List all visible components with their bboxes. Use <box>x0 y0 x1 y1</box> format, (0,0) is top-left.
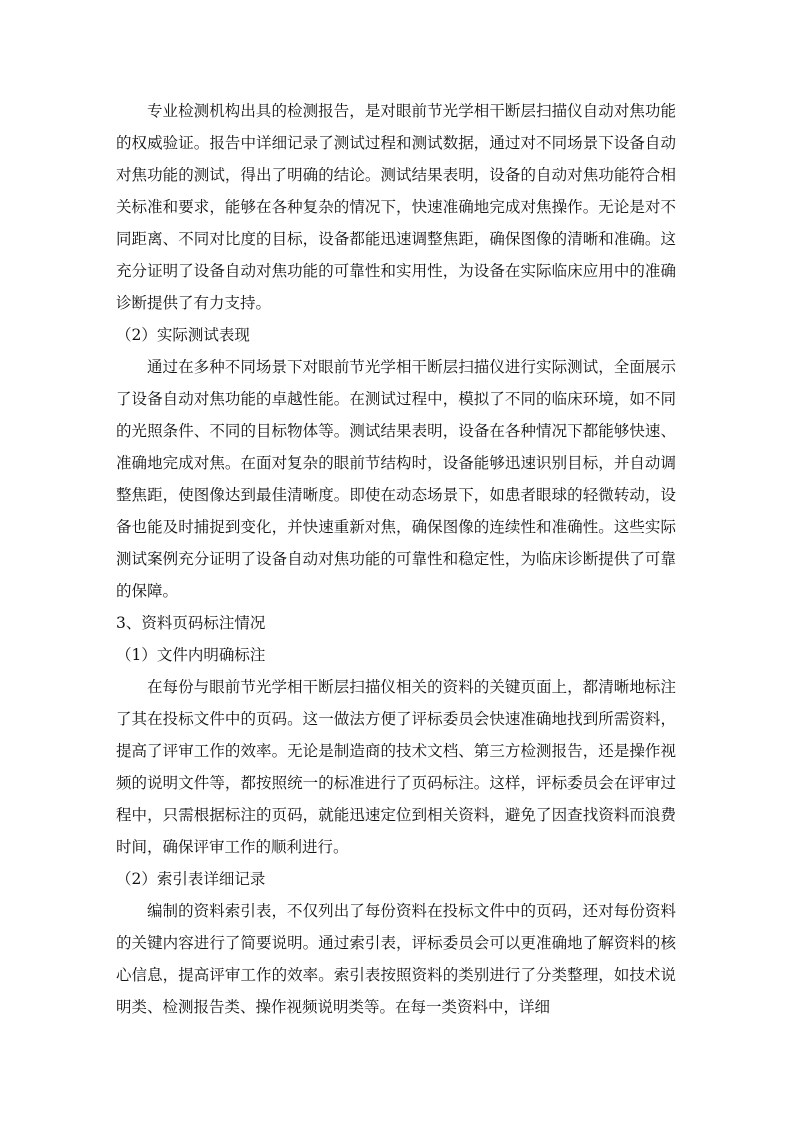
paragraph-test-report: 专业检测机构出具的检测报告，是对眼前节光学相干断层扫描仪自动对焦功能的权威验证。报告中详细记录了测试过程和测试数据，通过对不同场景下设备自动对焦功能的测试，得出了明确的结论。测试结果表明，设备的自动对焦功能符合相关标准和要求，能够在各种复杂的情况下，快速准确地完成对焦操作。无论是对不同距离、不同对比度的目标，设备都能迅速调整焦距，确保图像的清晰和准确。这充分证明了设备自动对焦功能的可靠性和实用性，为设备在实际临床应用中的准确诊断提供了有力支持。 <box>116 102 676 312</box>
heading-index-table: （2）索引表详细记录 <box>116 870 266 888</box>
paragraph-in-file-marking: 在每份与眼前节光学相干断层扫描仪相关的资料的关键页面上，都清晰地标注了其在投标文件中的页码。这一做法方便了评标委员会快速准确地找到所需资料，提高了评审工作的效率。无论是制造商的技术文档、第三方检测报告，还是操作视频的说明文件等，都按照统一的标准进行了页码标注。这样，评标委员会在评审过程中，只需根据标注的页码，就能迅速定位到相关资料，避免了因查找资料而浪费时间，确保评审工作的顺利进行。 <box>116 678 676 856</box>
paragraph-index-table: 编制的资料索引表，不仅列出了每份资料在投标文件中的页码，还对每份资料的关键内容进行了简要说明。通过索引表，评标委员会可以更准确地了解资料的核心信息，提高评审工作的效率。索引表按照资料的类别进行了分类整理，如技术说明类、检测报告类、操作视频说明类等。在每一类资料中，详细 <box>116 902 676 1016</box>
paragraph-actual-test: 通过在多种不同场景下对眼前节光学相干断层扫描仪进行实际测试，全面展示了设备自动对焦功能的卓越性能。在测试过程中，模拟了不同的临床环境，如不同的光照条件、不同的目标物体等。测试结果表明，设备在各种情况下都能够快速、准确地完成对焦。在面对复杂的眼前节结构时，设备能够迅速识别目标，并自动调整焦距，使图像达到最佳清晰度。即使在动态场景下，如患者眼球的轻微转动，设备也能及时捕捉到变化，并快速重新对焦，确保图像的连续性和准确性。这些实际测试案例充分证明了设备自动对焦功能的可靠性和稳定性，为临床诊断提供了可靠的保障。 <box>116 358 676 600</box>
heading-page-marking: 3、资料页码标注情况 <box>116 614 266 632</box>
heading-in-file-marking: （1）文件内明确标注 <box>116 646 266 664</box>
heading-actual-test: （2）实际测试表现 <box>116 326 250 344</box>
